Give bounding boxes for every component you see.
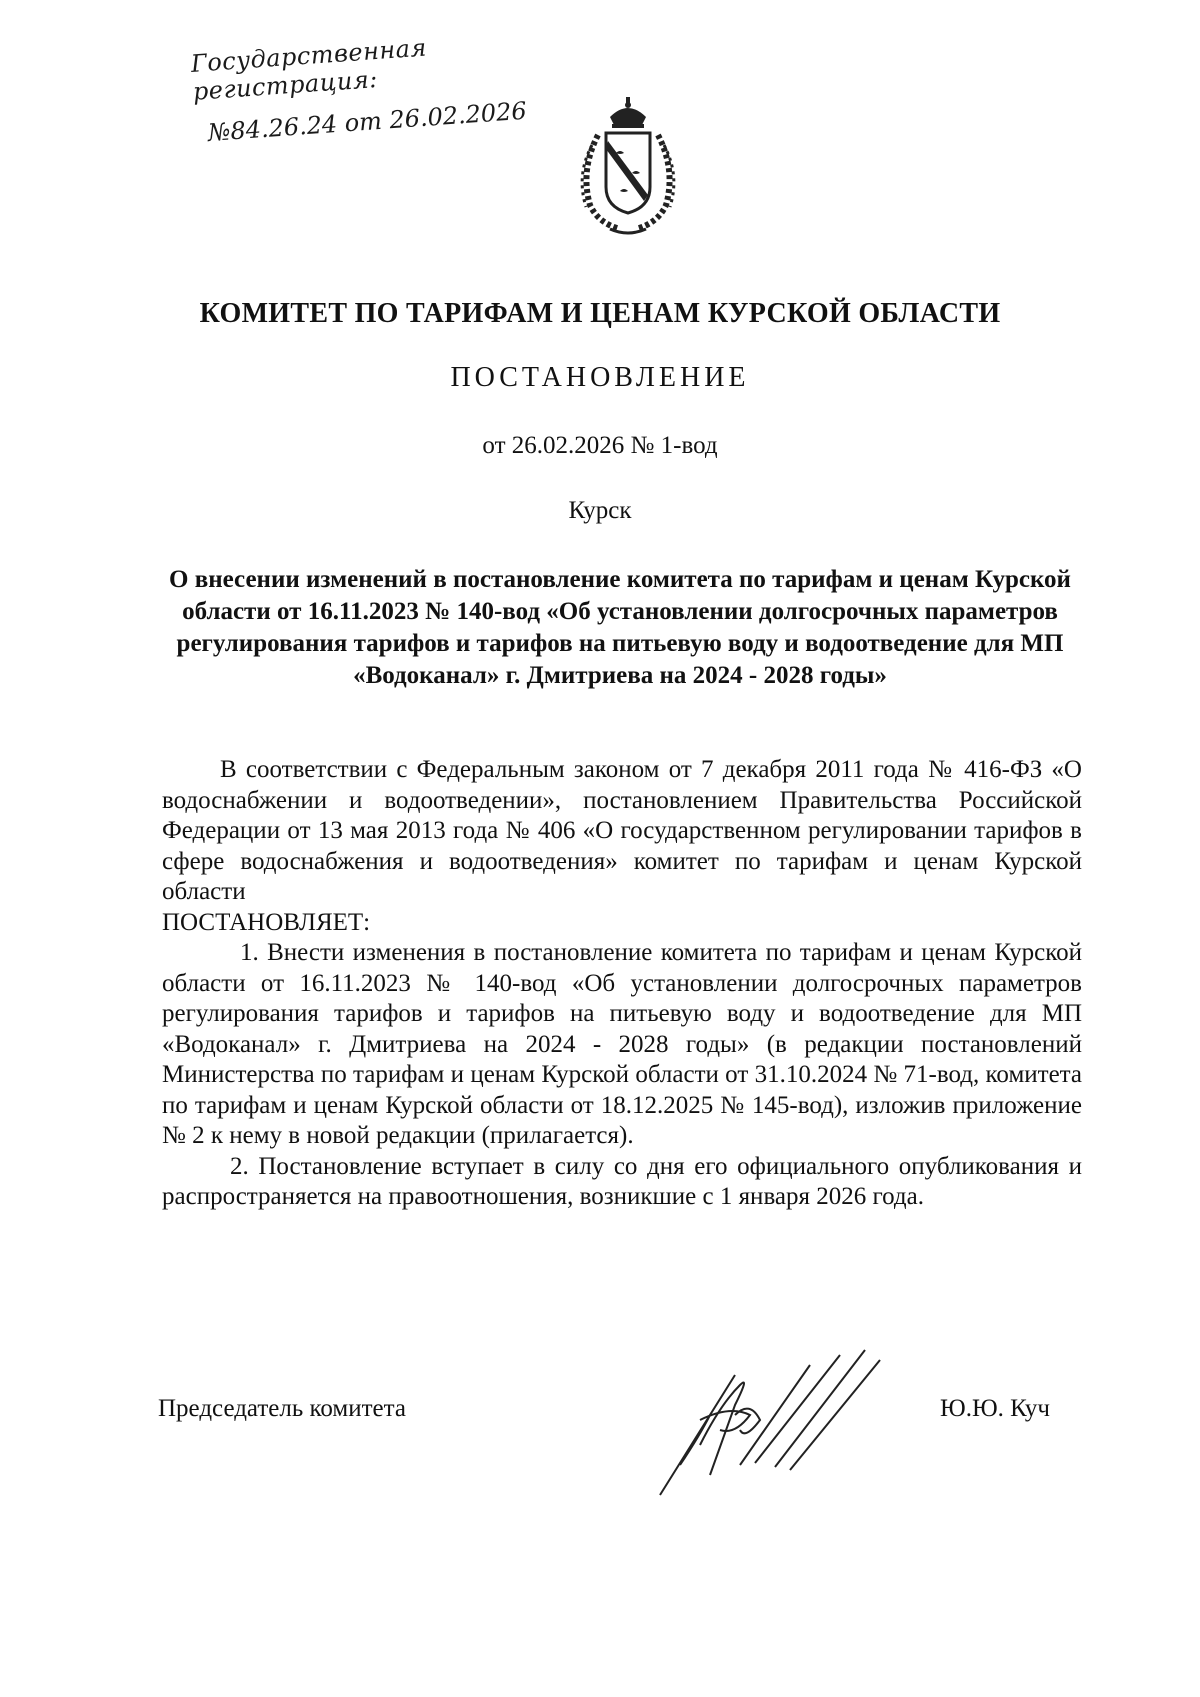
registration-note-line1: Государственная регистрация: (190, 33, 428, 106)
document-subject: О внесении изменений в постановление комитета по тарифам и ценам Курской области от 16.11.2023 № 140-вод «Об установлении долгосрочных параметров регулирования тарифов и тарифов на питьевую воду и водоотведение для МП «Водоканал» г. Дмитриева на 2024 - 2028 годы» (169, 566, 1071, 689)
coat-of-arms-icon (568, 95, 688, 240)
handwritten-signature (640, 1345, 900, 1515)
preamble-text: В соответствии с Федеральным законом от 7 декабря 2011 года № 416-ФЗ «О водоснабжении и водоотведении», постановлением Правительства Российской Федерации от 13 мая 2013 года № 406 «О государственном регулировании тарифов в сфере водоснабжения и водоотведения» комитет по тарифам и ценам Курской области (162, 756, 1082, 905)
signatory-title: Председатель комитета (158, 1395, 406, 1422)
document-body (162, 755, 1082, 1213)
item-2-paragraph: 2. Постановление вступает в силу со дня его официального опубликования и распространяется на правоотношения, возникшие с 1 января 2026 года. (162, 1152, 1082, 1210)
registration-handwritten-note (190, 25, 556, 148)
item-1-paragraph: 1. Внести изменения в постановление комитета по тарифам и ценам Курской области от 16.11.2023 № 140-вод «Об установлении долгосрочных параметров регулирования тарифов и тарифов на питьевую воду и водоотведение для МП «Водоканал» г. Дмитриева на 2024 - 2028 годы» (в редакции постановлений Министерства по тарифам и ценам Курской области от 31.10.2024 № 71-вод, комитета по тарифам и ценам Курской области от 18.12.2025 № 145-вод), изложив приложение № 2 к нему в новой редакции (прилагается). (162, 939, 1082, 1149)
decree-word: ПОСТАНОВЛЯЕТ: (162, 908, 371, 936)
registration-note-line2: №84.26.24 от 26.02.2026 (206, 96, 528, 147)
document-city: Курск (568, 497, 632, 524)
signatory-name: Ю.Ю. Куч (940, 1395, 1051, 1422)
document-type: ПОСТАНОВЛЕНИЕ (450, 362, 750, 393)
committee-name: КОМИТЕТ ПО ТАРИФАМ И ЦЕНАМ КУРСКОЙ ОБЛАСТИ (199, 298, 1001, 329)
document-date-number: от 26.02.2026 № 1-вод (482, 432, 718, 459)
preamble-paragraph (162, 755, 1082, 938)
